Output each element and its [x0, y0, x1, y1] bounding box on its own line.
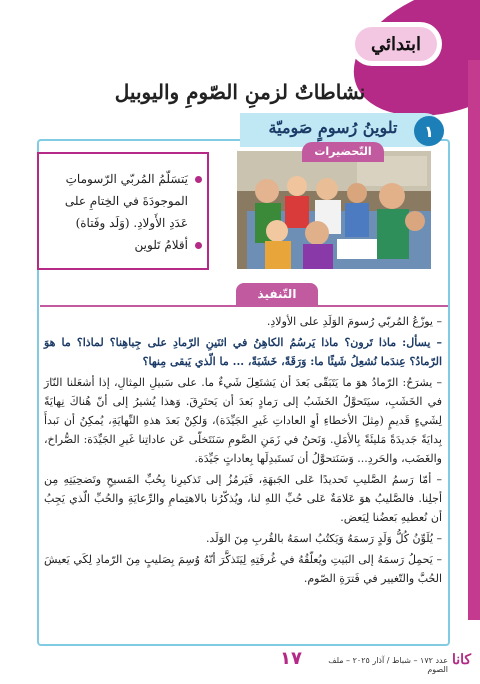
- paragraph: – يوزّعُ المُربّي رُسومَ الوَلَدِ على الأولادِ.: [266, 315, 442, 328]
- side-strip: [468, 60, 480, 620]
- preparations-label: التّحضيرات: [302, 142, 384, 162]
- magazine-logo: كانا: [452, 652, 472, 668]
- issue-info: عدد ١٧٢ – شباط / آذار ٢٠٢٥ – ملف الصوم: [328, 656, 448, 674]
- page-title: نشاطاتٌ لزمنِ الصّومِ واليوبيل: [114, 80, 366, 104]
- page-number: ١٧: [280, 648, 302, 669]
- paragraph: – يَحمِلُ رَسمَهُ إلى البَيتِ ويُعلّقُهُ في غُرفَتِهِ لِيَتَذكَّرَ أنّهُ وُسِمَ بِصَليبٍ مِنَ الرّمادِ لِكَي يَعيشَ الحُبَّ والتّغيير في فَترَةِ الصّوم.: [44, 553, 442, 585]
- list-item: أقلامُ تَلوين: [48, 234, 202, 256]
- paragraph: – يُلَوِّنُ كُلُّ وَلَدٍ رَسمَهُ وَيَكتُبُ اسمَهُ بالقُربِ مِنَ الوَلَد.: [205, 532, 442, 545]
- execution-text: [44, 312, 442, 590]
- section-title: تلوينُ رُسومٍ صَوميّة: [268, 118, 398, 137]
- list-item: يَتسَلّمُ المُربّي الرّسوماتِ الموجودَةَ في الخِتامِ على عَدَدِ الأَولادِ. (وَلَد وفَتاة): [48, 168, 202, 234]
- divider: [40, 305, 448, 307]
- preparations-list: [48, 168, 202, 256]
- section-level-label: ابتدائي: [355, 27, 437, 61]
- execution-label: التّنفيذ: [236, 283, 318, 305]
- paragraph-question: – يسأل: ماذا تَرون؟ ماذا يَرسُمُ الكاهِنُ في اثنَينِ الرّمادِ على جِباهِنا؟ لماذا؟ ما هوَ الرّمادُ؟ عِندَما نُشعِلُ شَيئًا ما: وَرَقَةً، خَشَبَةً، ... ما الّذي يَبقى مِنها؟: [44, 336, 442, 368]
- section-number: ١: [414, 116, 444, 146]
- classroom-photo: [237, 151, 431, 269]
- paragraph: – أمّا رَسمُ الصَّليبِ تَحديدًا عَلى الجَبهَةِ، فَيَرمُزُ إلى تَذكيرِنا بِحُبِّ المَسيحِ وتَضحِيَتِهِ مِن أجلِنا. فالصَّليبُ هوَ عَلامَةٌ عَلى حُبِّ اللهِ لنا، ويُذكّرُنا بالاهتِمامِ والرِّعايَةِ والحُبِّ الّذي يَجِبُ أن نُعطيهِ بَعضُنا لِبَعض.: [44, 473, 442, 524]
- paragraph: – يشرَحُ: الرّمادُ هوَ ما يَتَبَقّى بَعدَ أن يَشتَعِلَ شَيءٌ ما. على سَبيلِ المِثالِ، إذا أشعَلنا النّارَ في الخَشَبِ، سيَتَحوَّلُ الخَشَبُ إلى رَمادٍ بَعدَ أن يَحتَرِقَ. وَهذا يُشيرُ إلى أنّ هُناكَ نِهايَةً لِشَيءٍ قَديمٍ (مِثلَ الأخطاءِ أوِ العاداتِ غَيرِ الجَيِّدَة)، وَلكِنْ بَعدَ هذهِ النِّهايَةِ، يُمكِنُ أن نَبدأَ بِدايَةً جَديدَةً مَليئَةً بِالأمَلِ. وَنَحنُ في زَمَنِ الصَّومِ سَنَتَخلّى عَن عاداتِنا غَيرِ الجَيِّدَة: الصُّراخ، والغَضَب، والحَردِ... وَسَنَتحوَّلُ أن نَستَبدِلَها بِعاداتٍ جَيِّدَة.: [44, 376, 442, 465]
